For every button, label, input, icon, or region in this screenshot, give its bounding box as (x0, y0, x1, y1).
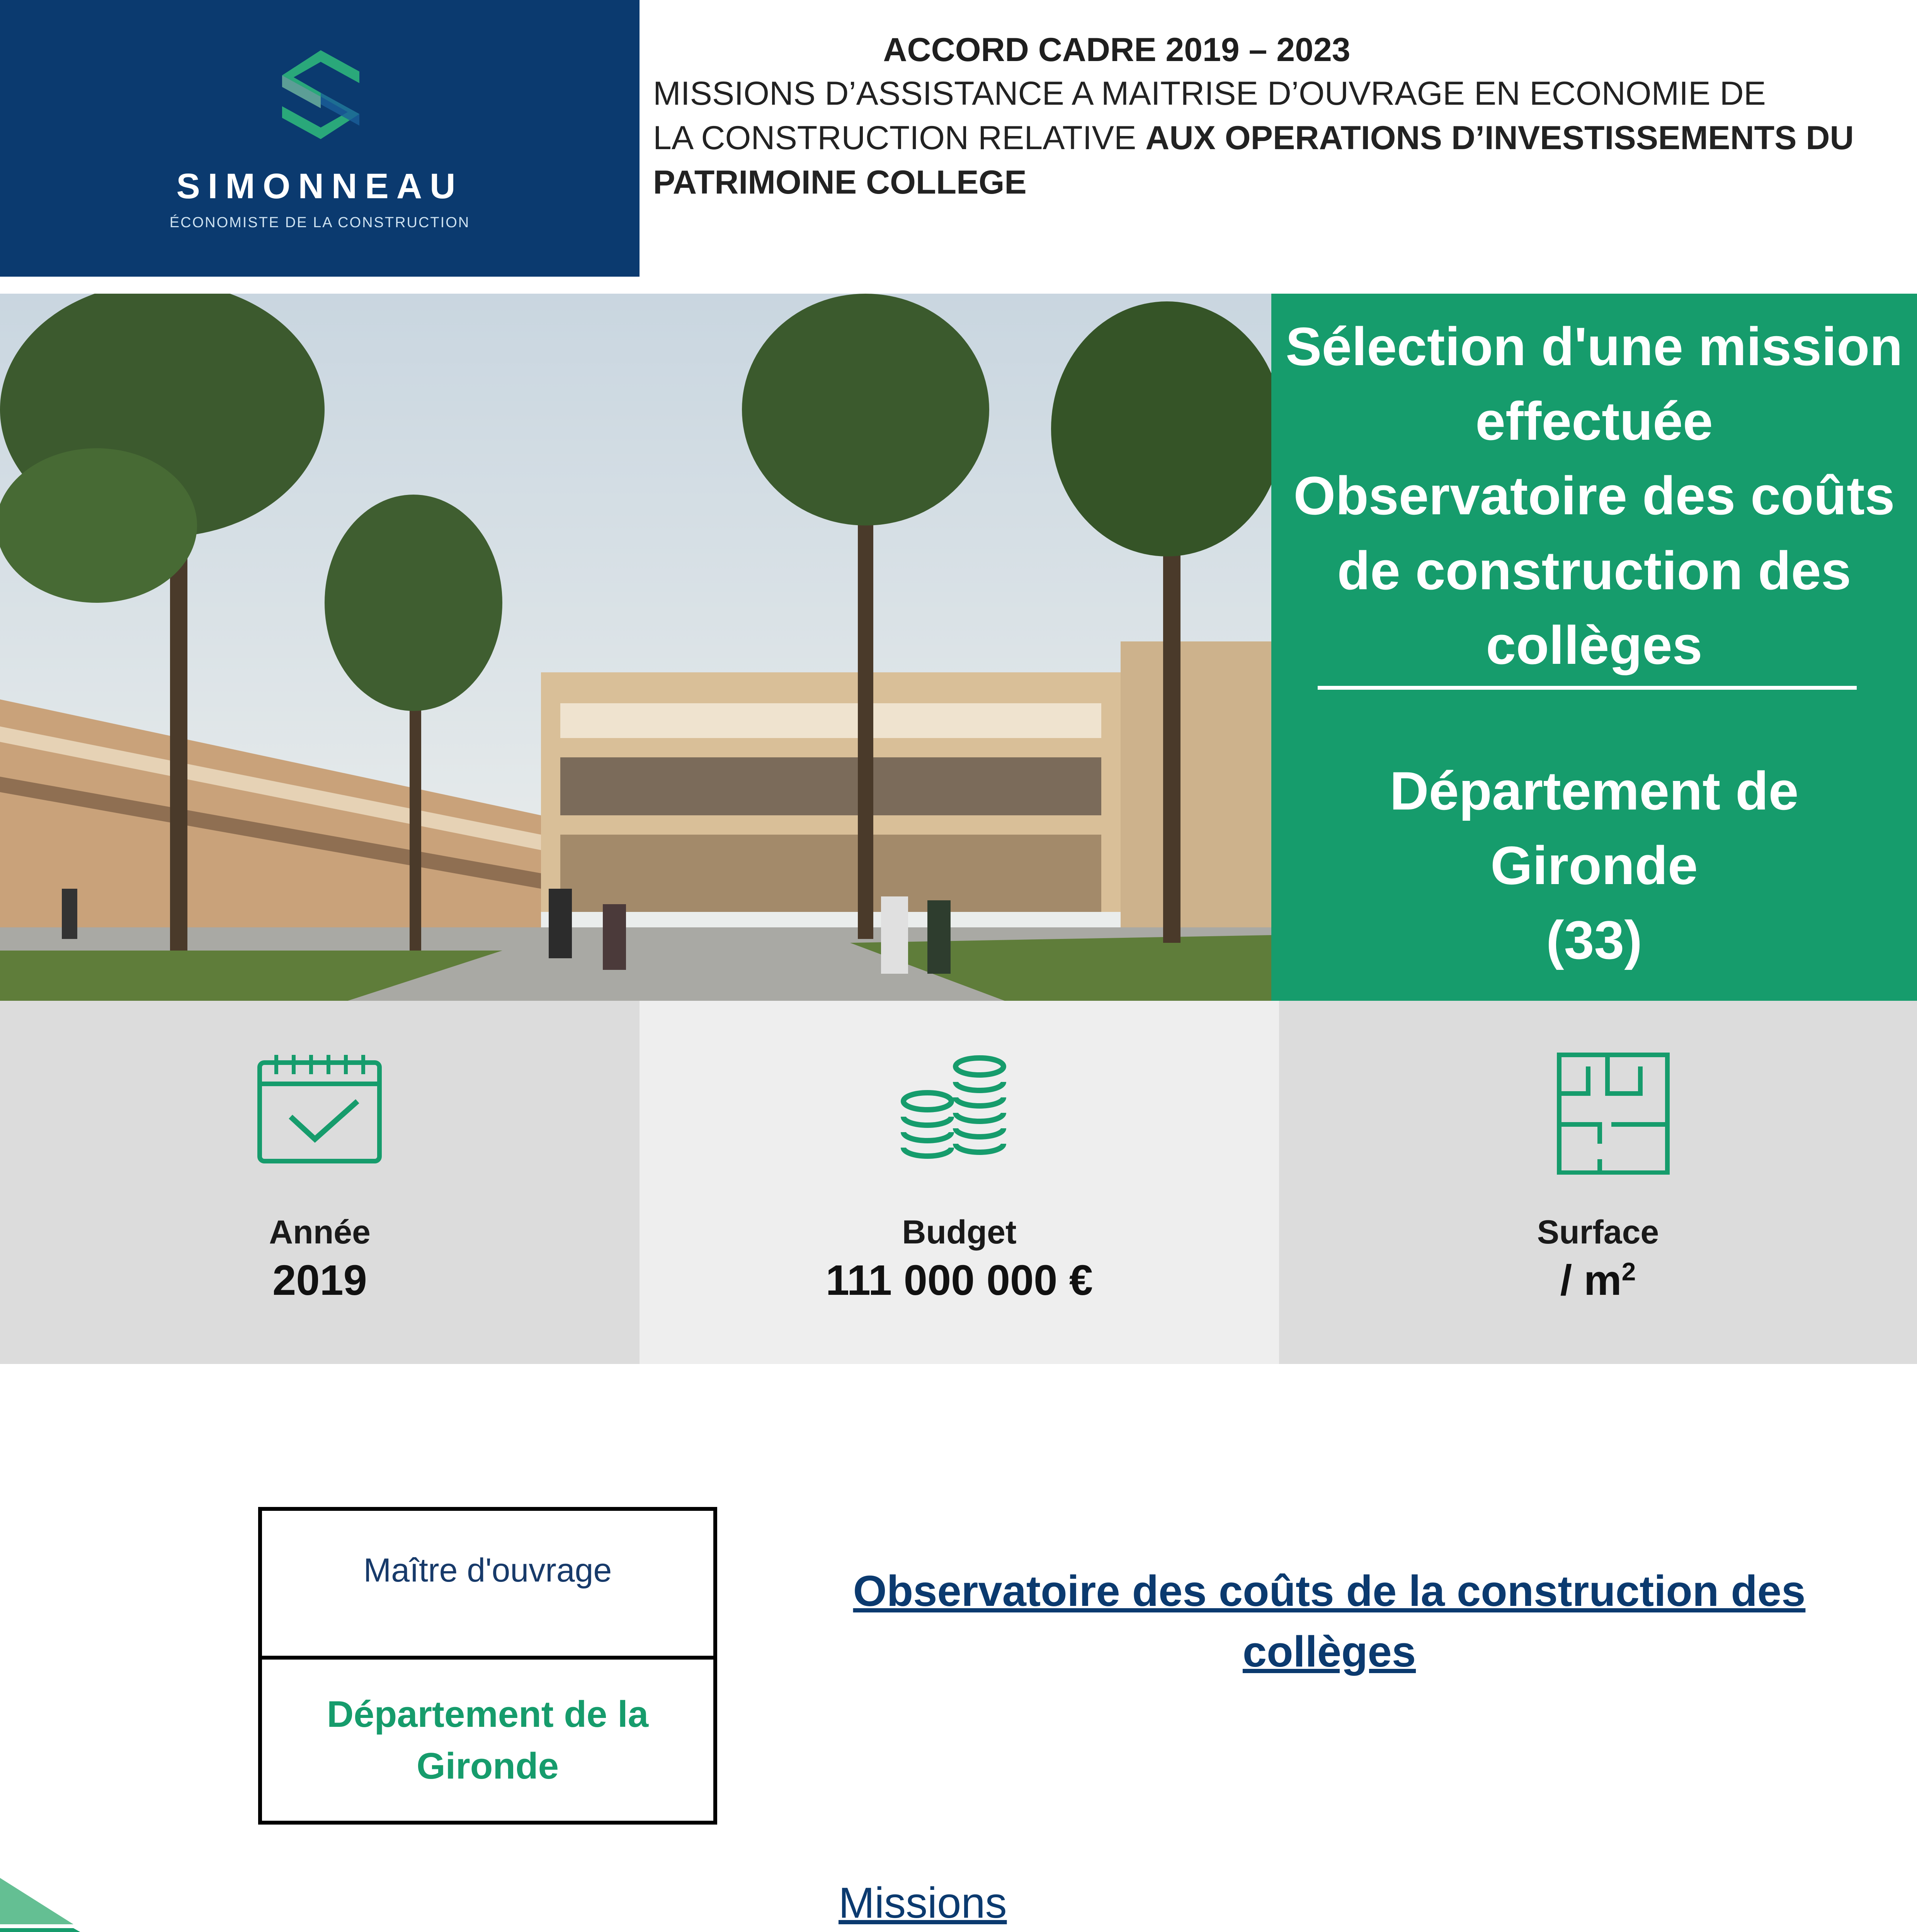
budget-label: Budget (902, 1214, 1017, 1251)
client-name: Département de la Gironde (327, 1694, 649, 1787)
header-line-2: LA CONSTRUCTION RELATIVE AUX OPERATIONS D’INVESTISSEMENTS DU (653, 119, 1854, 156)
calendar-check-icon (0, 1051, 640, 1175)
decorative-chevrons (0, 1878, 224, 1932)
year-value: 2019 (272, 1257, 367, 1304)
client-box (258, 1507, 717, 1825)
simonneau-logo-icon (278, 50, 363, 139)
accord-cadre-title: ACCORD CADRE 2019 – 2023 (883, 31, 1351, 68)
project-title: Observatoire des coûts de la construction des collèges (853, 1567, 1806, 1676)
stat-budget (640, 1001, 1279, 1364)
mission-panel (1271, 294, 1917, 1013)
floor-plan-icon (1279, 1051, 1917, 1175)
header-line-1: MISSIONS D’ASSISTANCE A MAITRISE D’OUVRAGE EN ECONOMIE DE (653, 75, 1766, 112)
year-label: Année (269, 1214, 371, 1251)
budget-value: 111 000 000 € (825, 1257, 1093, 1304)
department-name: Département de Gironde (33) (1390, 760, 1799, 971)
client-divider (262, 1656, 713, 1660)
header-line-3: PATRIMOINE COLLEGE (653, 164, 1027, 201)
mission-title: Sélection d'une mission effectuée Observatoire des coûts de construction des collèges (1286, 316, 1903, 675)
brand-tagline: ÉCONOMISTE DE LA CONSTRUCTION (169, 214, 470, 231)
logo-block (0, 0, 640, 277)
brand-name: SIMONNEAU (176, 167, 463, 206)
missions-heading: Missions (839, 1879, 1007, 1927)
college-building-photo (0, 294, 1271, 1001)
surface-label: Surface (1537, 1214, 1659, 1251)
surface-value: / $m^2$ (1560, 1257, 1636, 1304)
client-label: Maître d'ouvrage (363, 1552, 612, 1589)
coins-icon (640, 1051, 1279, 1175)
stat-year (0, 1001, 640, 1364)
stat-surface (1279, 1001, 1917, 1364)
panel-divider (1318, 686, 1857, 690)
